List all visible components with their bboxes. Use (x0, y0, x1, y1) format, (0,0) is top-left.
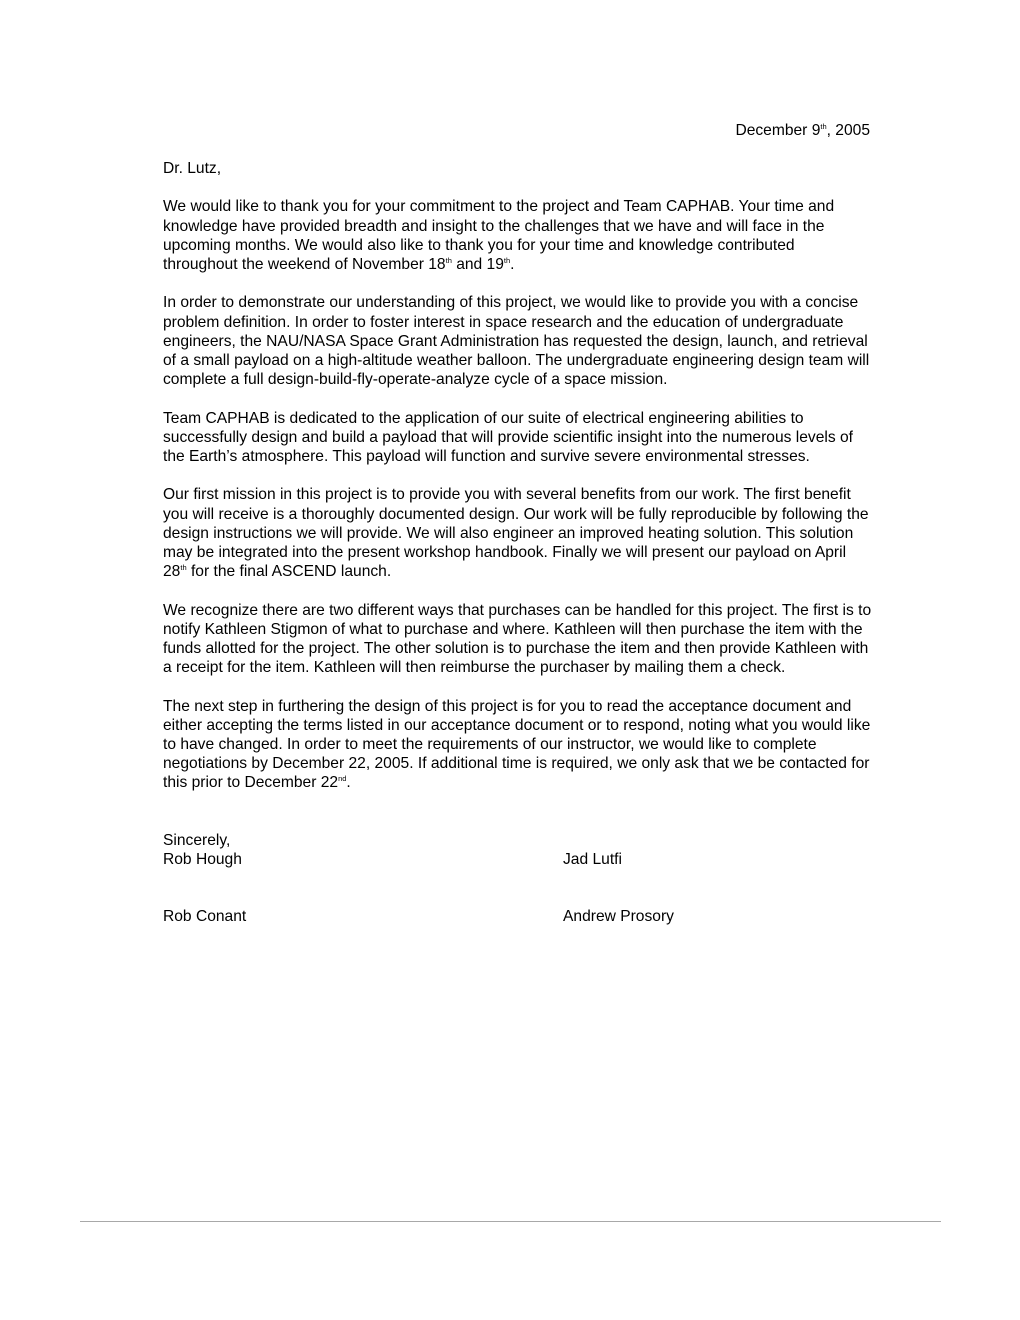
closing: Sincerely, (163, 832, 231, 849)
paragraph-next-step: The next step in furthering the design of this project is for you to read the acceptance document and either accepting the terms listed in our acceptance document or to respond, noting what you would like to have changed. In order to meet the requirements of our instructor, we would like to complete negotiations by December 22, 2005. If additional time is required, we only ask that we be contacted for this prior to December 22nd. (163, 697, 871, 792)
letter-date: December 9th, 2005 (735, 122, 870, 139)
letter-body (163, 159, 873, 812)
paragraph-problem-definition: In order to demonstrate our understanding of this project, we would like to provide you with a concise problem definition. In order to foster interest in space research and the education of undergraduate engineers, the NAU/NASA Space Grant Administration has requested the design, launch, and retrieval of a small payload on a high-altitude weather balloon. The undergraduate engineering design team will complete a full design-build-fly-operate-analyze cycle of a space mission. (163, 294, 870, 389)
signatory-rob-hough: Rob Hough (163, 851, 242, 868)
signatory-rob-conant: Rob Conant (163, 908, 247, 925)
salutation: Dr. Lutz, (163, 160, 222, 177)
date-suffix: th (820, 122, 827, 131)
paragraph-team-description: Team CAPHAB is dedicated to the application of our suite of electrical engineering abilities to successfully design and build a payload that will provide scientific insight into the numerous levels of the Earth’s atmosphere. This payload will function and survive severe environmental stresses. (163, 409, 853, 465)
footer-divider (80, 1221, 941, 1222)
signatory-andrew-prosory: Andrew Prosory (563, 908, 674, 925)
paragraph-benefits: Our first mission in this project is to provide you with several benefits from our work. The first benefit you will receive is a thoroughly documented design. Our work will be fully reproducible by following the design instructions we will provide. We will also engineer an improved heating solution. This solution may be integrated into the present workshop handbook. Finally we will present our payload on April 28th for the final ASCEND launch. (163, 486, 869, 581)
paragraph-thanks: We would like to thank you for your commitment to the project and Team CAPHAB. Your time and knowledge have provided breadth and insight to the challenges that we have and will face in the upcoming months. We would also like to thank you for your time and knowledge contributed throughout the weekend of November 18th and 19th. (163, 198, 835, 273)
paragraph-purchases: We recognize there are two different ways that purchases can be handled for this project. The first is to notify Kathleen Stigmon of what to purchase and where. Kathleen will then purchase the item with the funds allotted for the project. The other solution is to purchase the item and then provide Kathleen with a receipt for the item. Kathleen will then reimburse the purchaser by mailing them a check. (163, 601, 872, 677)
signatory-jad-lutfi: Jad Lutfi (563, 851, 622, 868)
